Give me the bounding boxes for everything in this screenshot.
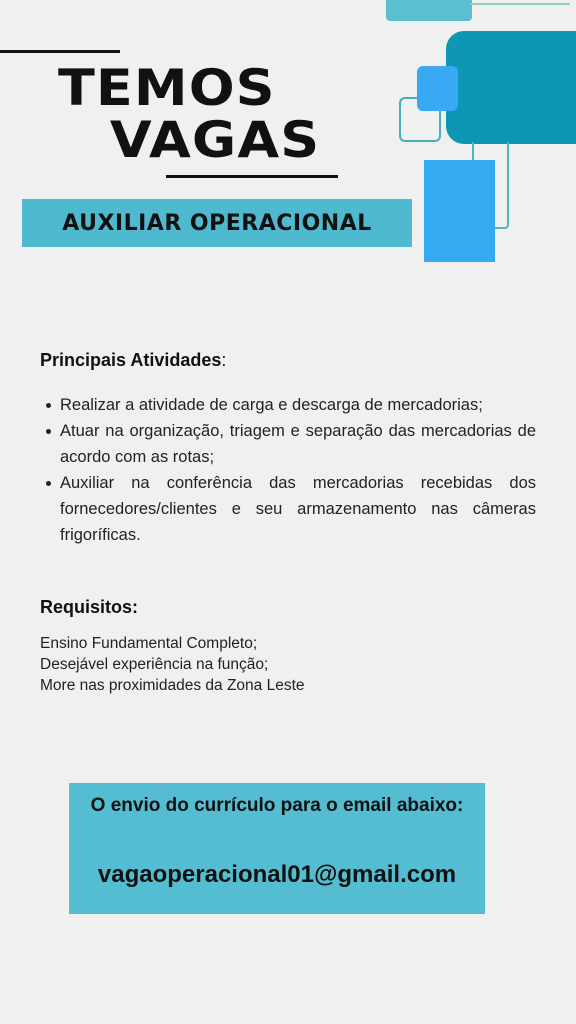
list-item: Ensino Fundamental Completo; [40, 635, 258, 652]
activities-heading [40, 350, 226, 371]
position-title: AUXILIAR OPERACIONAL [62, 210, 372, 236]
activities-title: Principais Atividades [40, 350, 222, 370]
title-line-1: TEMOS [58, 59, 276, 117]
list-item: Auxiliar na conferência das mercadorias recebidas dos fornecedores/clientes e seu armazenamento nas câmeras frigoríficas. [60, 470, 536, 548]
requirements-heading: Requisitos: [40, 597, 139, 617]
list-item: Desejável experiência na função; [40, 656, 269, 673]
list-item: More nas proximidades da Zona Leste [40, 677, 305, 694]
list-item: Realizar a atividade de carga e descarga de mercadorias; [60, 392, 536, 418]
activities-list [40, 392, 536, 548]
title-underline [166, 175, 338, 178]
requirements-list [40, 633, 305, 696]
contact-instructions: O envio do currículo para o email abaixo: [90, 795, 464, 816]
title-line-2: VAGAS [109, 111, 321, 169]
decorative-shape-top [386, 0, 472, 21]
decorative-line-top-right [470, 0, 570, 5]
contact-box [69, 783, 485, 914]
decorative-shape-large [446, 31, 576, 144]
list-item: Atuar na organização, triagem e separação das mercadorias de acordo com as rotas; [60, 418, 536, 470]
decorative-shape-rect [424, 160, 495, 262]
activities-title-colon: : [221, 350, 227, 370]
page-title [58, 59, 382, 169]
top-decorative-line [0, 50, 120, 53]
decorative-shape-small [417, 66, 458, 111]
contact-email[interactable]: vagaoperacional01@gmail.com [97, 861, 457, 888]
position-banner [22, 199, 412, 247]
